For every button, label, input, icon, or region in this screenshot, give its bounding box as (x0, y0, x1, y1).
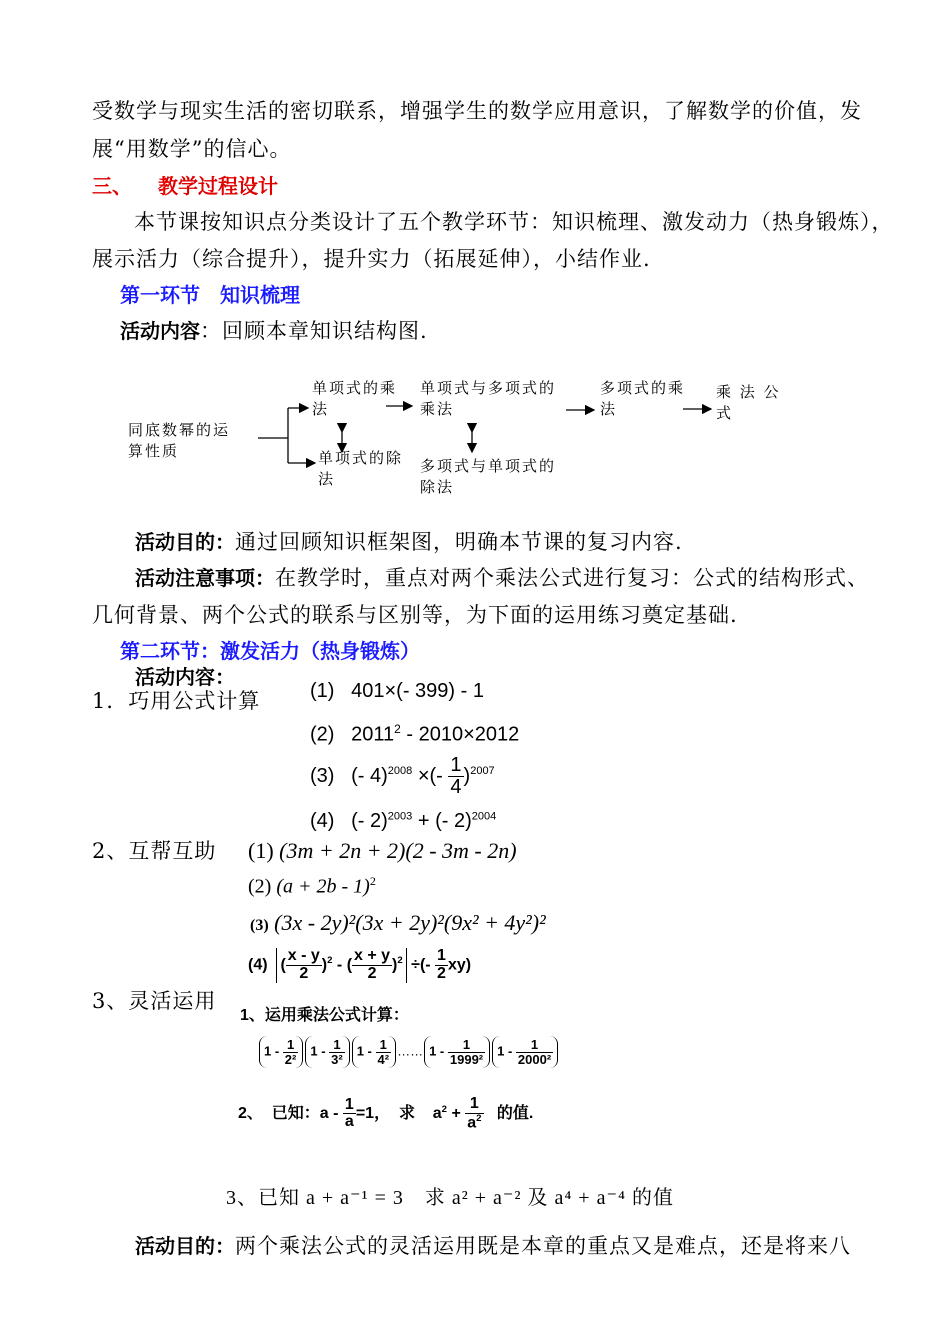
section-number: 三、 (92, 174, 132, 198)
stage1-goal: 活动目的：通过回顾知识框架图，明确本节课的复习内容. (135, 530, 683, 554)
q2-item4: (4) ( $\frac{x - y}{2}$ )$^2$ - ( $\frac{x + y}{2}$ )$^2$ ÷(- $\frac{1}{2}$ xy) (248, 947, 472, 982)
intro-line1: 本节课按知识点分类设计了五个教学环节：知识梳理、激发动力（热身锻炼）， (134, 210, 894, 234)
diagram-poly-mono-div: 多项式与单项式的 除法 (420, 457, 557, 496)
q1-label: 1．巧用公式计算 (92, 689, 261, 713)
section-title: 教学过程设计 (158, 174, 278, 198)
stage1-notes-line2: 几何背景、两个公式的联系与区别等，为下面的运用练习奠定基础. (92, 603, 738, 627)
q3-sub1: 1、运用乘法公式计算： (240, 1007, 409, 1024)
q2-item3: (3) (3x - 2y)²(3x + 2y)²(9x² + 4y²)² (250, 910, 546, 935)
diagram-root: 同底数幂的运 算性质 (128, 421, 231, 460)
q2-item1: (1) (3m + 2n + 2)(2 - 3m - 2n) (248, 838, 517, 863)
stage1-content-text: ：回顾本章知识结构图. (200, 319, 428, 343)
diagram-arrows (0, 0, 950, 520)
q1-item2: (2) 2011$^2$ - 2010×2012 (310, 722, 520, 746)
q3-product: 1 - $\frac{1}{\text{2²}}$ 1 - $\frac{1}{\text{3²}}$ 1 - $\frac{1}{\text{4²}}$ …… 1 - $\frac{1}{\text{1999²}}$ 1 - $\frac{1}{\text{2000²}}$ (258, 1036, 559, 1068)
diagram-mono-div: 单项式的除 法 (318, 449, 404, 488)
diagram-mono-mul: 单项式的乘 法 (312, 379, 398, 418)
stage1-content-label: 活动内容 (120, 319, 200, 343)
q2-label: 2、互帮互助 (92, 839, 217, 863)
q1-item1: (1) 401×(- 399) - 1 (310, 680, 484, 702)
stage1-title: 第一环节 知识梳理 (120, 283, 300, 307)
q3-sub3: 3、已知 a + a⁻¹ = 3 求 a² + a⁻² 及 a⁴ + a⁻⁴ 的值 (226, 1187, 674, 1209)
q1-item4: (4) (- 2)$^{2003}$ + (- 2)$^{2004}$ (310, 810, 497, 832)
final-goal: 活动目的：两个乘法公式的灵活运用既是本章的重点又是难点，还是将来八 (135, 1234, 851, 1258)
q3-sub2: 2、 已知：a - $\frac{1}{a}$ =1， 求 $a^2$ + $\frac{1}{a^2}$ 的值. (238, 1095, 534, 1132)
intro-line2: 展示活力（综合提升），提升实力（拓展延伸），小结作业. (92, 247, 651, 271)
para1-line1: 受数学与现实生活的密切联系，增强学生的数学应用意识，了解数学的价值，发 (92, 99, 862, 123)
para1-line2: 展“用数学”的信心。 (92, 137, 292, 161)
q3-label: 3、灵活运用 (92, 989, 217, 1013)
stage2-content-label: 活动内容： (135, 665, 235, 689)
diagram-poly-mul: 多项式的乘 法 (600, 379, 686, 418)
q2-item2: (2) $(a + 2b - 1)^2$ (248, 874, 376, 898)
stage1-notes: 活动注意事项：在教学时，重点对两个乘法公式进行复习：公式的结构形式、 (135, 566, 869, 590)
q1-item3: (3) (- 4)$^{2008}$ ×(- $\frac{1}{4}$ )$^{2007}$ (310, 754, 495, 798)
diagram-mono-poly-mul: 单项式与多项式的 乘法 (420, 379, 557, 418)
diagram-formula: 乘 法 公 式 (716, 383, 781, 422)
stage2-title: 第二环节：激发活力（热身锻炼） (120, 639, 420, 663)
